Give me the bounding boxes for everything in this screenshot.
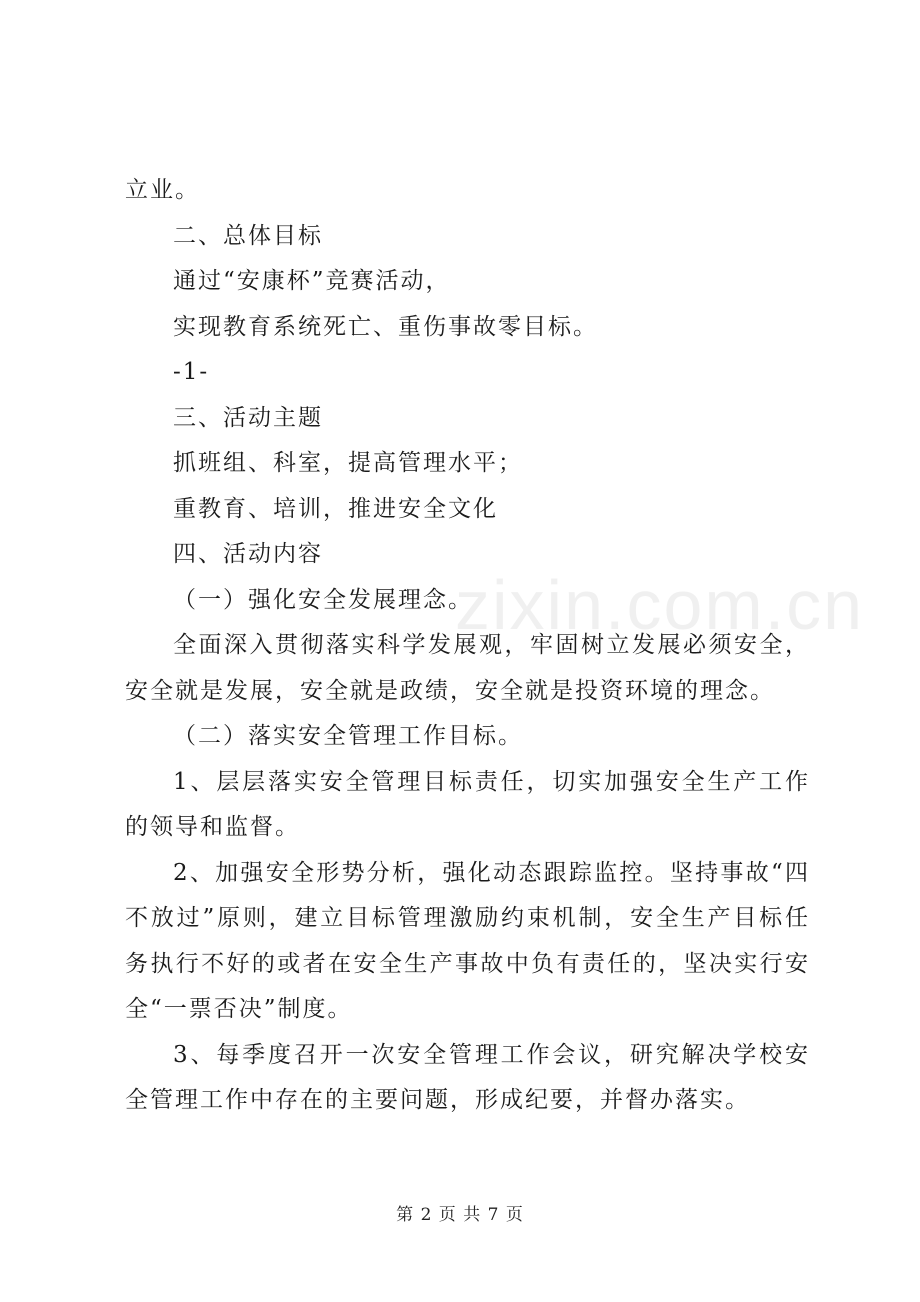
list-item: 1、层层落实安全管理目标责任，切实加强安全生产工作的领导和监督。 xyxy=(125,768,810,840)
page-footer: 第 2 页 共 7 页 xyxy=(396,1205,524,1225)
section-heading-overall-goal: 二、总体目标 xyxy=(173,222,323,249)
list-item: 3、每季度召开一次安全管理工作会议，研究解决学校安全管理工作中存在的主要问题，形成纪要，并督办落实。 xyxy=(125,1041,810,1113)
section-heading-activity-content: 四、活动内容 xyxy=(173,541,323,567)
paragraph: 全面深入贯彻落实科学发展观，牢固树立发展必须安全，安全就是发展，安全就是政绩，安全就是投资环境的理念。 xyxy=(125,632,810,704)
paragraph: 通过“安康杯”竞赛活动， xyxy=(173,268,451,294)
document-body xyxy=(125,168,810,1124)
inline-page-number: -1- xyxy=(173,359,210,385)
subsection-heading: （二）落实安全管理工作目标。 xyxy=(173,723,523,749)
paragraph: 抓班组、科室，提高管理水平； xyxy=(173,450,523,476)
paragraph: 重教育、培训，推进安全文化 xyxy=(173,495,498,522)
list-item: 2、加强安全形势分析，强化动态跟踪监控。坚持事故“四不放过”原则，建立目标管理激励约束机制，安全生产目标任务执行不好的或者在安全生产事故中负有责任的，坚决实行安全“一票否决”制度。 xyxy=(125,859,810,1022)
paragraph: 实现教育系统死亡、重伤事故零目标。 xyxy=(173,313,598,340)
subsection-heading: （一）强化安全发展理念。 xyxy=(173,586,473,613)
paragraph-continuation: 立业。 xyxy=(125,177,200,203)
section-heading-activity-theme: 三、活动主题 xyxy=(173,404,323,431)
watermark: zixin.com.cn xyxy=(455,566,865,644)
